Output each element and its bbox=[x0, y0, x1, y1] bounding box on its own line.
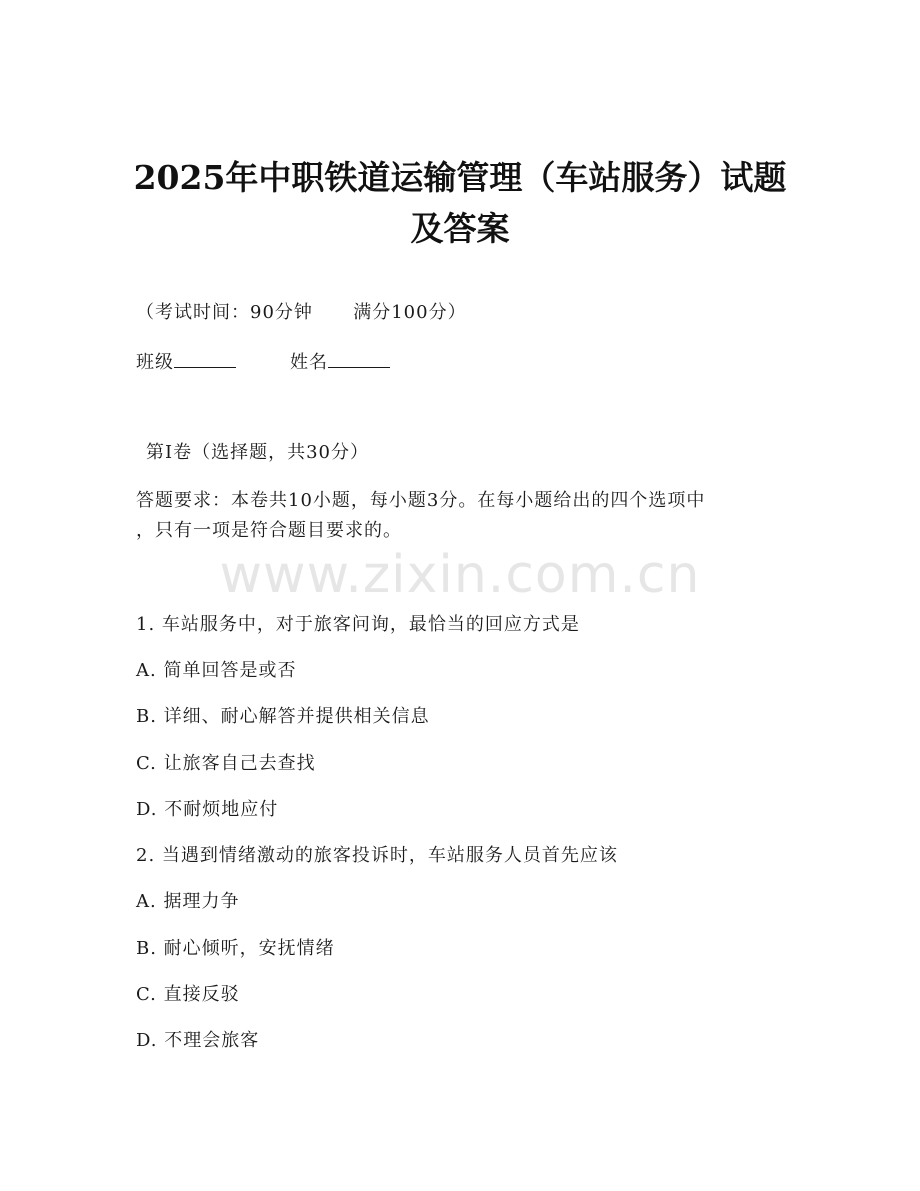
instructions-line-2: ，只有一项是符合题目要求的。 bbox=[136, 520, 402, 541]
name-label: 姓名 bbox=[290, 352, 328, 373]
question-2-stem: 2. 当遇到情绪激动的旅客投诉时，车站服务人员首先应该 bbox=[136, 845, 618, 866]
question-1-option-c: C. 让旅客自己去查找 bbox=[136, 753, 316, 774]
class-label: 班级 bbox=[136, 352, 174, 373]
question-1-stem: 1. 车站服务中，对于旅客问询，最恰当的回应方式是 bbox=[136, 614, 580, 635]
exam-info: （考试时间：90分钟 满分100分） bbox=[136, 302, 467, 323]
question-2-option-a: A. 据理力争 bbox=[136, 891, 240, 912]
question-2-option-b: B. 耐心倾听，安抚情绪 bbox=[136, 938, 335, 959]
class-blank[interactable] bbox=[174, 349, 236, 368]
section-title: 第I卷（选择题，共30分） bbox=[146, 442, 370, 463]
document-title-line-2: 及答案 bbox=[410, 209, 510, 248]
question-1-option-a: A. 简单回答是或否 bbox=[136, 660, 297, 681]
question-2-option-d: D. 不理会旅客 bbox=[136, 1030, 260, 1051]
student-info-row bbox=[136, 349, 390, 376]
question-1-option-d: D. 不耐烦地应付 bbox=[136, 799, 279, 820]
document-title-line-1: 2025年中职铁道运输管理（车站服务）试题 bbox=[133, 158, 787, 197]
name-blank[interactable] bbox=[328, 349, 390, 368]
instructions-line-1: 答题要求：本卷共10小题，每小题3分。在每小题给出的四个选项中 bbox=[136, 490, 706, 511]
watermark: www.zixin.com.cn bbox=[219, 545, 701, 605]
question-2-option-c: C. 直接反驳 bbox=[136, 984, 240, 1005]
question-1-option-b: B. 详细、耐心解答并提供相关信息 bbox=[136, 706, 430, 727]
